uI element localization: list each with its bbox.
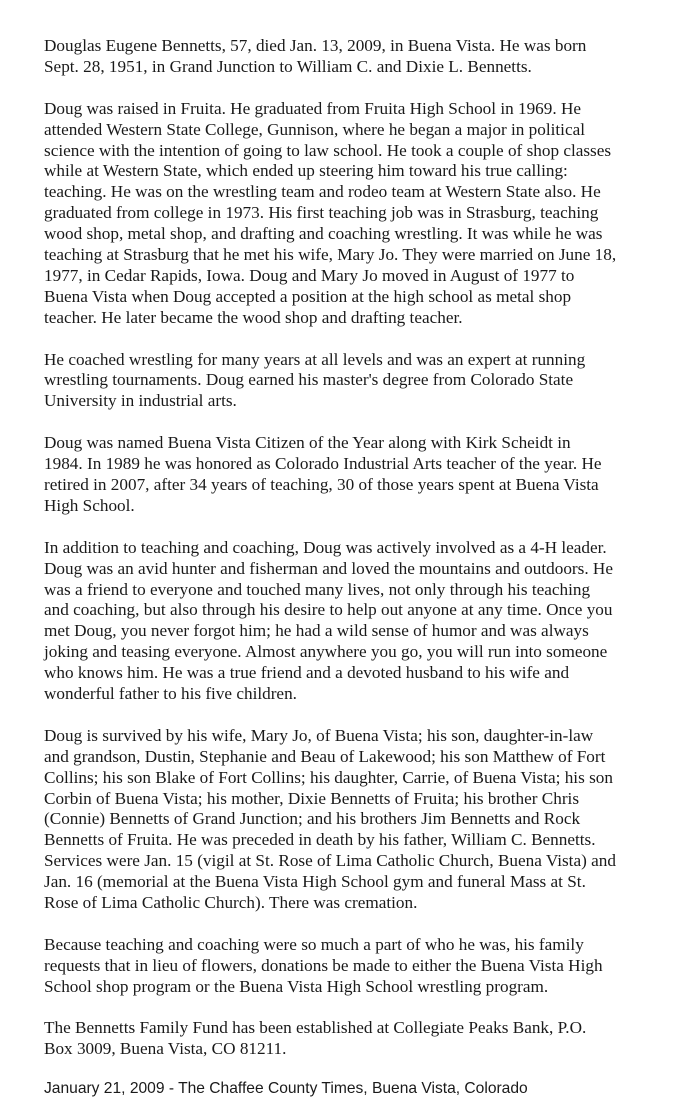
paragraph-early-life-career: Doug was raised in Fruita. He graduated from Fruita High School in 1969. He attended Western State College, Gunnison, where he began a major in political science with the intention of going to law school. He took a couple of shop classes while at Western State, which ended up steering him toward his true calling: teaching. He was on the wrestling team and rodeo team at Western State also. He graduated from college in 1973. His first teaching job was in Strasburg, teaching wood shop, metal shop, and drafting and coaching wrestling. It was while he was teaching at Strasburg that he met his wife, Mary Jo. They were married on June 18, 1977, in Cedar Rapids, Iowa. Doug and Mary Jo moved in August of 1977 to Buena Vista when Doug accepted a position at the high school as metal shop teacher. He later became the wood shop and drafting teacher. [44,98,617,327]
paragraph-death-notice: Douglas Eugene Bennetts, 57, died Jan. 13, 2009, in Buena Vista. He was born Sept. 28, 1951, in Grand Junction to William C. and Dixie L. Bennetts. [44,36,587,76]
paragraph-community-character: In addition to teaching and coaching, Doug was actively involved as a 4-H leader. Doug was an avid hunter and fisherman and loved the mountains and outdoors. He was a friend to everyone and touched many lives, not only through his teaching and coaching, but also through his desire to help out anyone at any time. Once you met Doug, you never forgot him; he had a wild sense of humor and was always joking and teasing everyone. Almost anywhere you go, you will run into someone who knows him. He was a true friend and a devoted husband to his wife and wonderful father to his five children. [44,537,613,704]
paragraph-honors-retirement: Doug was named Buena Vista Citizen of the Year along with Kirk Scheidt in 1984. In 1989 he was honored as Colorado Industrial Arts teacher of the year. He retired in 2007, after 34 years of teaching, 30 of those years spent at Buena Vista High School. [44,433,602,515]
paragraph-survivors-services: Doug is survived by his wife, Mary Jo, of Buena Vista; his son, daughter-in-law and grandson, Dustin, Stephanie and Beau of Lakewood; his son Matthew of Fort Collins; his son Blake of Fort Collins; his daughter, Carrie, of Buena Vista; his son Corbin of Buena Vista; his mother, Dixie Bennetts of Fruita; his brother Chris (Connie) Bennetts of Grand Junction; and his brothers Jim Bennetts and Rock Bennetts of Fruita. He was preceded in death by his father, William C. Bennetts. Services were Jan. 15 (vigil at St. Rose of Lima Catholic Church, Buena Vista) and Jan. 16 (memorial at the Buena Vista High School gym and funeral Mass at St. Rose of Lima Catholic Church). There was cremation. [44,725,616,913]
obituary-body [44,36,676,1060]
paragraph-memorial-donations: Because teaching and coaching were so much a part of who he was, his family requests that in lieu of flowers, donations be made to either the Buena Vista High School shop program or the Buena Vista High School wrestling program. [44,934,603,996]
paragraph-wrestling-coaching: He coached wrestling for many years at all levels and was an expert at running wrestling tournaments. Doug earned his master's degree from Colorado State University in industrial arts. [44,349,586,411]
source-citation: January 21, 2009 - The Chaffee County Times, Buena Vista, Colorado [44,1080,528,1097]
paragraph-family-fund: The Bennetts Family Fund has been established at Collegiate Peaks Bank, P.O. Box 3009, Buena Vista, CO 81211. [44,1018,587,1059]
